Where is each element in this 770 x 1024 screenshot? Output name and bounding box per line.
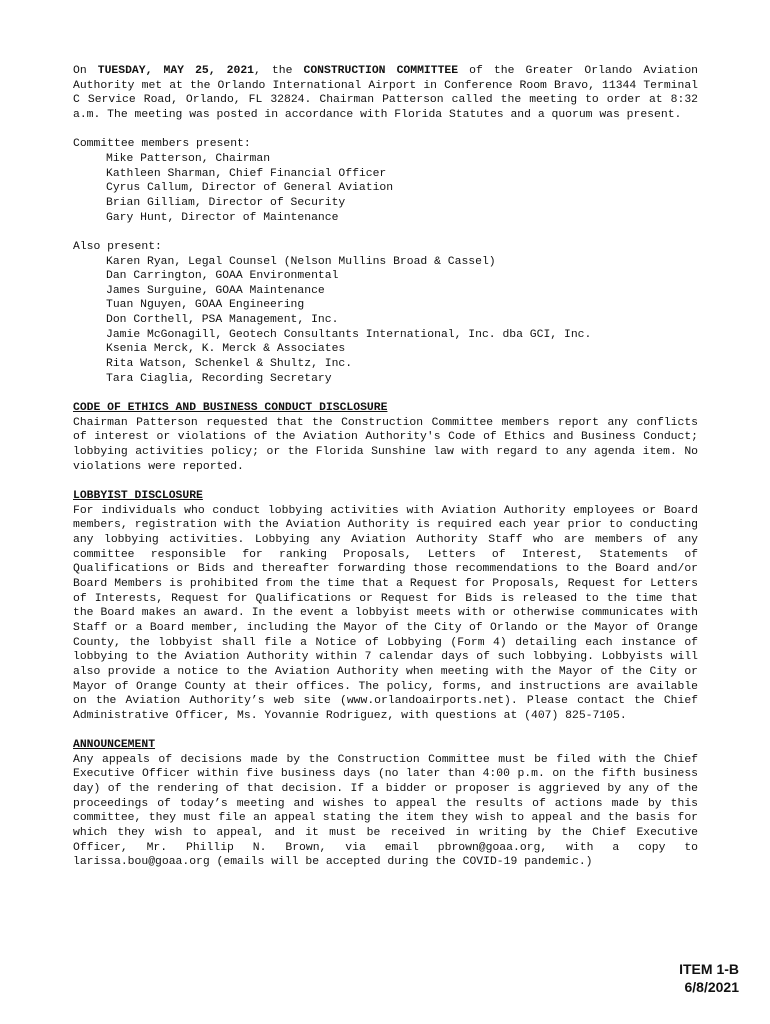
ethics-section (73, 401, 698, 474)
intro-text-2: , the (254, 65, 304, 77)
members-title: Committee members present: (73, 138, 251, 151)
committee-name: CONSTRUCTION COMMITTEE (303, 65, 459, 77)
lobbyist-section (73, 489, 698, 724)
also-present-title: Also present: (73, 240, 162, 253)
announcement-section (73, 738, 698, 870)
member-item: Kathleen Sharman, Chief Financial Officer (106, 167, 387, 180)
member-item: Mike Patterson, Chairman (106, 152, 271, 165)
attendee-item: James Surguine, GOAA Maintenance (106, 284, 325, 297)
attendee-item: Jamie McGonagill, Geotech Consultants International, Inc. dba GCI, Inc. (106, 328, 592, 341)
ethics-body: Chairman Patterson requested that the Construction Committee members report any conflicts of interest or violations of the Aviation Authority's Code of Ethics and Business Conduct; lobbying activities policy; or the Florida Sunshine law with regard to any agenda item. No violations were reported. (73, 416, 698, 473)
member-item: Gary Hunt, Director of Maintenance (106, 211, 339, 224)
lobbyist-heading: LOBBYIST DISCLOSURE (73, 489, 203, 502)
lobbyist-body: For individuals who conduct lobbying activities with Aviation Authority employees or Board members, registration with the Aviation Authority is required each year prior to conducting any lobbying activities. Lobbying any Aviation Authority Staff who are members of any committee responsible for ranking Proposals, Letters of Interest, Statements of Qualifications or Bids and thereafter forwarding those recommendations to the Board and/or Board Members is prohibited from the time that a Request for Proposals, Request for Letters of Interests, Request for Qualifications or Request for Bids is released to the time that the Board makes an award. In the event a lobbyist meets with or otherwise communicates with Staff or a Board member, including the Mayor of the City of Orlando or the Mayor of Orange County, the lobbyist shall file a Notice of Lobbying (Form 4) detailing each instance of lobbying to the Aviation Authority within 7 calendar days of such lobbying. Lobbyists will also provide a notice to the Aviation Authority when meeting with the Mayor of the City or Mayor of Orange County at their offices. The policy, forms, and instructions are available on the Aviation Authority’s web site (www.orlandoairports.net). Please contact the Chief Administrative Officer, Ms. Yovannie Rodriguez, with questions at (407) 825-7105. (73, 504, 698, 722)
members-list (73, 152, 698, 225)
item-date: 6/8/2021 (684, 979, 739, 995)
intro-text-3: of the Greater Orlando Aviation Authority met at the Orlando International Airport in Conference Room Bravo, 11344 Terminal C Service Road, Orlando, FL 32824. Chairman Patterson called the meeting to order at 8:32 a.m. The meeting was posted in accordance with Florida Statutes and a quorum was present. (73, 65, 699, 121)
attendee-item: Tuan Nguyen, GOAA Engineering (106, 299, 305, 312)
item-number: ITEM 1-B (679, 961, 739, 977)
minutes-document (73, 64, 698, 885)
attendee-item: Ksenia Merck, K. Merck & Associates (106, 343, 346, 356)
attendee-item: Rita Watson, Schenkel & Shultz, Inc. (106, 358, 353, 371)
announcement-heading: ANNOUNCEMENT (73, 739, 156, 752)
attendee-item: Tara Ciaglia, Recording Secretary (106, 372, 332, 385)
announcement-body: Any appeals of decisions made by the Construction Committee must be filed with the Chief Executive Officer within five business days (no later than 4:00 p.m. on the fifth business day) of the rendering of that decision. If a bidder or proposer is aggrieved by any of the proceedings of today’s meeting and wishes to appeal the results of actions made by this committee, they must file an appeal stating the item they wish to appeal and the basis for which they wish to appeal, and it must be received in writing by the Chief Executive Officer, Mr. Phillip N. Brown, via email pbrown@goaa.org, with a copy to larissa.bou@goaa.org (emails will be accepted during the COVID-19 pandemic.) (73, 753, 698, 869)
ethics-heading: CODE OF ETHICS AND BUSINESS CONDUCT DISCLOSURE (73, 402, 388, 415)
member-item: Cyrus Callum, Director of General Aviation (106, 182, 394, 195)
attendee-item: Karen Ryan, Legal Counsel (Nelson Mullins Broad & Cassel) (106, 255, 496, 268)
attendee-item: Dan Carrington, GOAA Environmental (106, 270, 339, 283)
meeting-date: TUESDAY, MAY 25, 2021 (97, 65, 254, 77)
intro-paragraph (73, 64, 698, 123)
attendee-item: Don Corthell, PSA Management, Inc. (106, 314, 339, 327)
also-present-list (73, 255, 698, 387)
item-tag (679, 960, 739, 996)
intro-text-1: On (73, 65, 98, 77)
member-item: Brian Gilliam, Director of Security (106, 196, 346, 209)
